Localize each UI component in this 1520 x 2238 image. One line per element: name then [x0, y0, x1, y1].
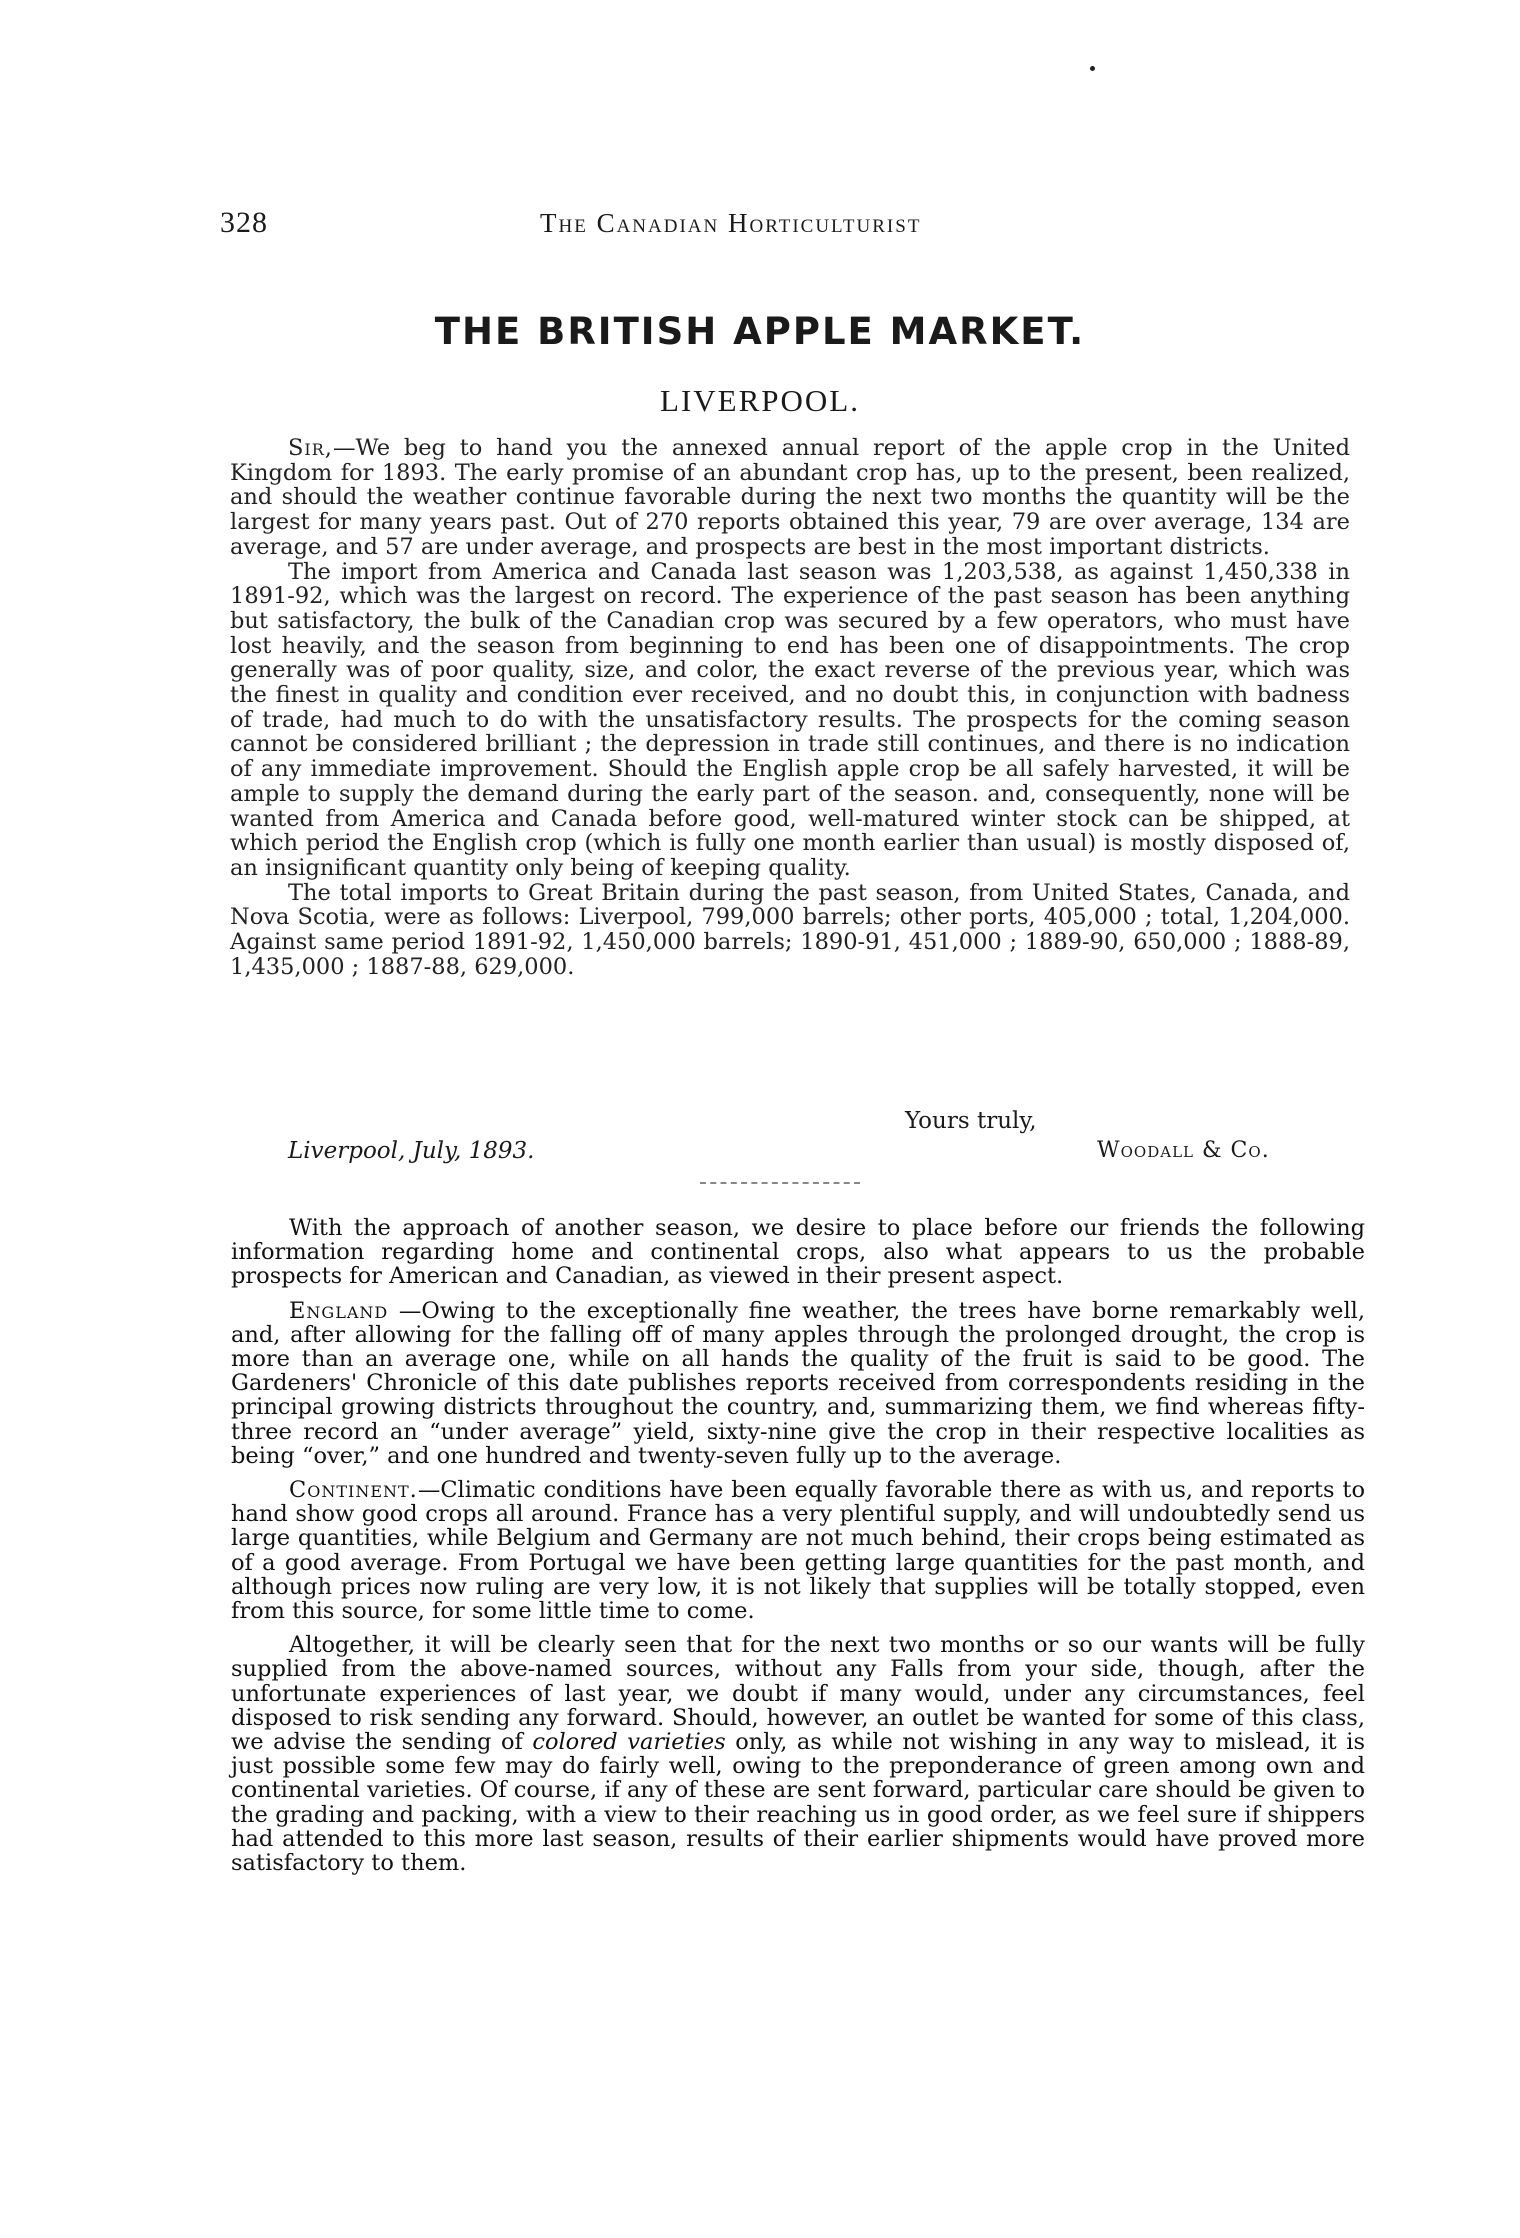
- article-title: THE BRITISH APPLE MARKET.: [434, 310, 1086, 353]
- salutation: Sir,: [288, 435, 333, 461]
- ink-speck: [1090, 66, 1095, 71]
- article-paragraph-text: only, as while not wishing in any way to mislead, it is just possible some few may do fairly well, owing to the preponderance of green among own and continental varieties. Of course, if any of these are sent forward, particular care should be given to the grading and packing, with a view to their reaching us in good order, as we feel sure if shippers had attended to this more last season, results of their earlier shipments would have proved more satisfactory to them.: [231, 1729, 1365, 1877]
- article-paragraph-text: Altogether, it will be clearly seen that for the next two months or so our wants will be fully supplied from the above-named sources, without any Falls from your side, though, after the unfortunate experiences of last year, we doubt if many would, under any circumstances, feel disposed to risk sending any forward. Should, however, an outlet be wanted for some of this class, we advise the sending of: [231, 1632, 1365, 1756]
- section-divider: [700, 1182, 860, 1184]
- article-paragraph: [231, 1299, 1365, 1468]
- page-number: 328: [220, 206, 268, 239]
- article-paragraph: With the approach of another season, we desire to place before our friends the following information regarding home and continental crops, also what appears to us the probable prospects for American and Canadian, as viewed in their present aspect.: [231, 1215, 1365, 1290]
- article-paragraph-text: —Climatic conditions have been equally favorable there as with us, and reports to hand show good crops all around. France has a very plentiful supply, and will undoubtedly send us large quantities, while Belgium and Germany are not much behind, their crops being estimated as of a good average. From Portugal we have been getting large quantities for the past month, and although prices now ruling are very low, it is not likely that supplies will be totally stopped, even from this source, for some little time to come.: [231, 1477, 1365, 1625]
- article-paragraph: [231, 1633, 1365, 1875]
- letter-paragraph: [230, 436, 1350, 560]
- section-lead-continent: Continent.: [289, 1477, 418, 1504]
- section-lead-england: England: [289, 1297, 389, 1324]
- letter-signature: Woodall & Co.: [1097, 1138, 1270, 1163]
- emphasis-colored-varieties: colored varieties: [532, 1729, 726, 1756]
- journal-title: The Canadian Horticulturist: [540, 208, 922, 238]
- running-head: [220, 206, 1340, 246]
- letter-paragraph-text: —We beg to hand you the annexed annual report of the apple crop in the United Kingdom for 1893. The early promise of an abundant crop has, up to the present, been realized, and should the weather continue favorable during the next two months the quantity will be the largest for many years past. Out of 270 reports obtained this year, 79 are over average, 134 are average, and 57 are under average, and prospects are best in the most important districts.: [230, 435, 1350, 560]
- letter-body: [230, 436, 1350, 979]
- letter-paragraph: The total imports to Great Britain during the past season, from United States, Canada, and Nova Scotia, were as follows: Liverpool, 799,000 barrels; other ports, 405,000 ; total, 1,204,000. Against same period 1891-92, 1,450,000 barrels; 1890-91, 451,000 ; 1889-90, 650,000 ; 1888-89, 1,435,000 ; 1887-88, 629,000.: [230, 879, 1350, 980]
- article-paragraph: [231, 1478, 1365, 1623]
- letter-dateline: Liverpool, July, 1893.: [288, 1138, 535, 1164]
- letter-closing: Yours truly,: [905, 1108, 1037, 1134]
- letter-paragraph: The import from America and Canada last season was 1,203,538, as against 1,450,338 in 1891-92, which was the largest on record. The experience of the past season has been anything but satisfactory, the bulk of the Canadian crop was secured by a few operators, who must have lost heavily, and the season from beginning to end has been one of disappointments. The crop generally was of poor quality, size, and color, the exact reverse of the previous year, which was the finest in quality and condition ever received, and no doubt this, in conjunction with badness of trade, had much to do with the unsatisfactory results. The prospects for the coming season cannot be considered brilliant ; the depression in trade still continues, and there is no indication of any immediate improvement. Should the English apple crop be all safely harvested, it will be ample to supply the demand during the early part of the season. and, consequently, none will be wanted from America and Canada before good, well-matured winter stock can be shipped, at which period the English crop (which is fully one month earlier than usual) is mostly disposed of, an insignificant quantity only being of keeping quality.: [230, 558, 1350, 881]
- article-body: [231, 1216, 1365, 1885]
- article-subtitle: LIVERPOOL.: [660, 383, 860, 418]
- article-paragraph-text: —Owing to the exceptionally fine weather, the trees have borne remarkably well, and, after allowing for the falling off of many apples through the prolonged drought, the crop is more than an average one, while on all hands the quality of the fruit is said to be good. The Gardeners' Chronicle of this date publishes reports received from correspondents residing in the principal growing districts throughout the country, and, summarizing them, we find whereas fifty-three record an “under average” yield, sixty-nine give the crop in their respective localities as being “over,” and one hundred and twenty-seven fully up to the average.: [231, 1297, 1365, 1469]
